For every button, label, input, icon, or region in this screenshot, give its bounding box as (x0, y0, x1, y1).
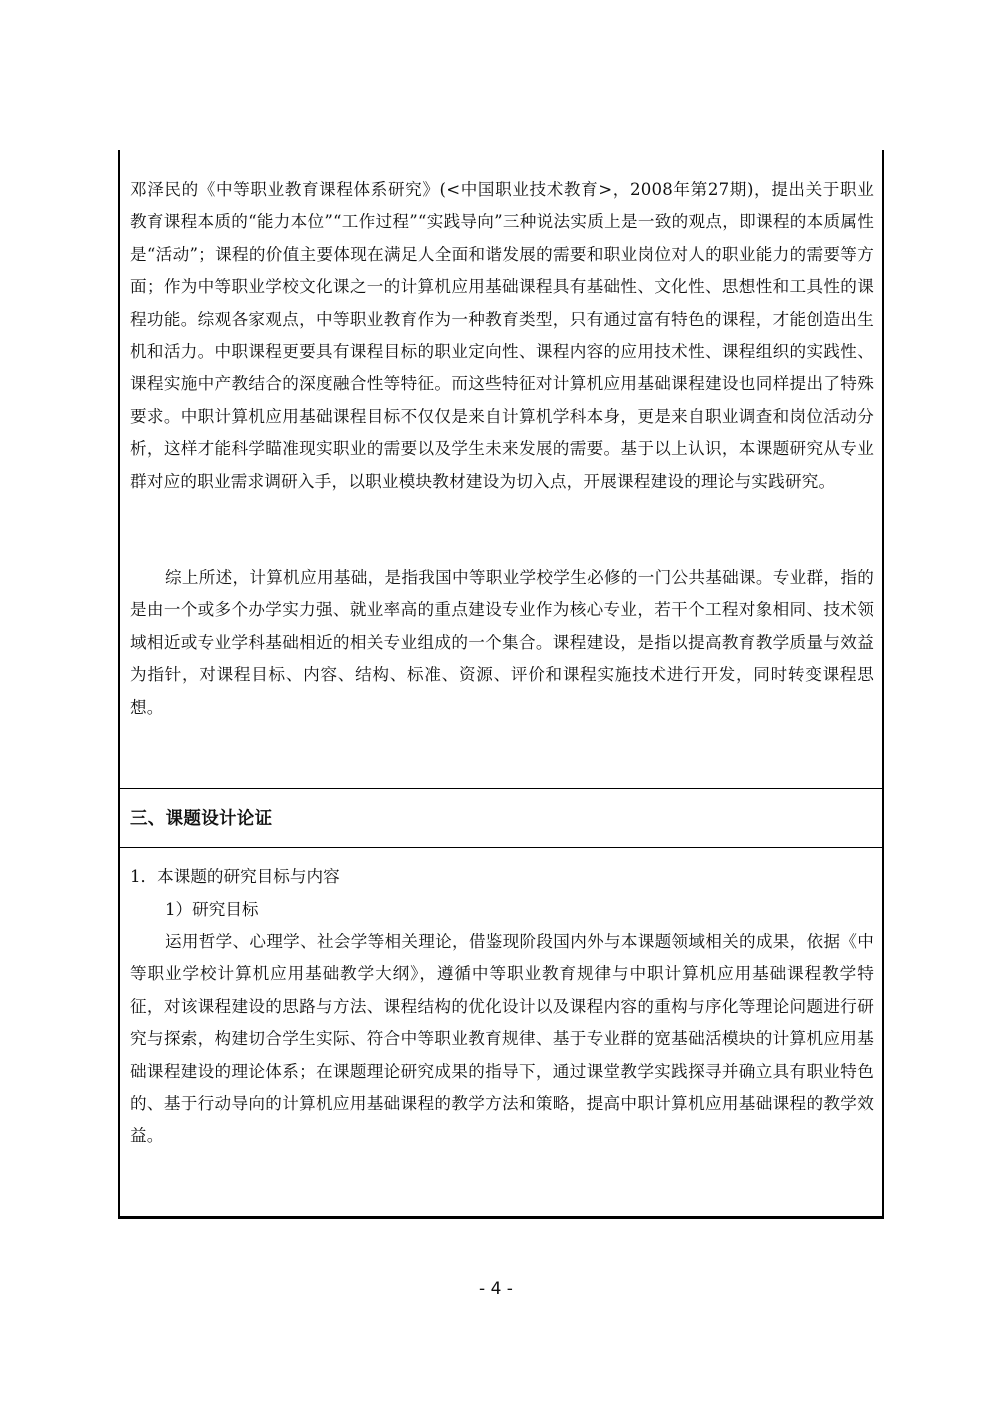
section-heading: 三、课题设计论证 (130, 809, 273, 829)
design-section-cell (120, 849, 882, 1216)
subitem-heading: 1）研究目标 (165, 900, 259, 919)
previous-section-cell (120, 150, 882, 789)
definition-paragraph: 综上所述，计算机应用基础，是指我国中等职业学校学生必修的一门公共基础课。专业群，指的是由一个或多个办学实力强、就业率高的重点建设专业作为核心专业，若干个工程对象相同、技术领域相近或专业学科基础相近的相关专业组成的一个集合。课程建设，是指以提高教育教学质量与效益为指针，对课程目标、内容、结构、标准、资源、评价和课程实施技术进行开发，同时转变课程思想。 (130, 568, 874, 717)
section-heading-cell (120, 789, 882, 848)
literature-paragraph: 邓泽民的《中等职业教育课程体系研究》(<中国职业技术教育>，2008年第27期)，提出关于职业教育课程本质的“能力本位”“工作过程”“实践导向”三种说法实质上是一致的观点，即课程的本质属性是“活动”；课程的价值主要体现在满足人全面和谐发展的需要和职业岗位对人的职业能力的需要等方面；作为中等职业学校文化课之一的计算机应用基础课程具有基础性、文化性、思想性和工具性的课程功能。综观各家观点，中等职业教育作为一种教育类型，只有通过富有特色的课程，才能创造出生机和活力。中职课程更要具有课程目标的职业定向性、课程内容的应用技术性、课程组织的实践性、课程实施中产教结合的深度融合性等特征。而这些特征对计算机应用基础课程建设也同样提出了特殊要求。中职计算机应用基础课程目标不仅仅是来自计算机学科本身，更是来自职业调查和岗位活动分析，这样才能科学瞄准现实职业的需要以及学生未来发展的需要。基于以上认识，本课题研究从专业群对应的职业需求调研入手，以职业模块教材建设为切入点，开展课程建设的理论与实践研究。 (130, 180, 874, 491)
page-number: - 4 - (479, 1279, 513, 1299)
form-table (118, 150, 884, 1219)
item-heading: 1．本课题的研究目标与内容 (130, 867, 340, 886)
research-goal-paragraph: 运用哲学、心理学、社会学等相关理论，借鉴现阶段国内外与本课题领域相关的成果，依据《中等职业学校计算机应用基础教学大纲》，遵循中等职业教育规律与中职计算机应用基础课程教学特征，对该课程建设的思路与方法、课程结构的优化设计以及课程内容的重构与序化等理论问题进行研究与探索，构建切合学生实际、符合中等职业教育规律、基于专业群的宽基础活模块的计算机应用基础课程建设的理论体系；在课题理论研究成果的指导下，通过课堂教学实践探寻并确立具有职业特色的、基于行动导向的计算机应用基础课程的教学方法和策略，提高中职计算机应用基础课程的教学效益。 (130, 932, 874, 1146)
